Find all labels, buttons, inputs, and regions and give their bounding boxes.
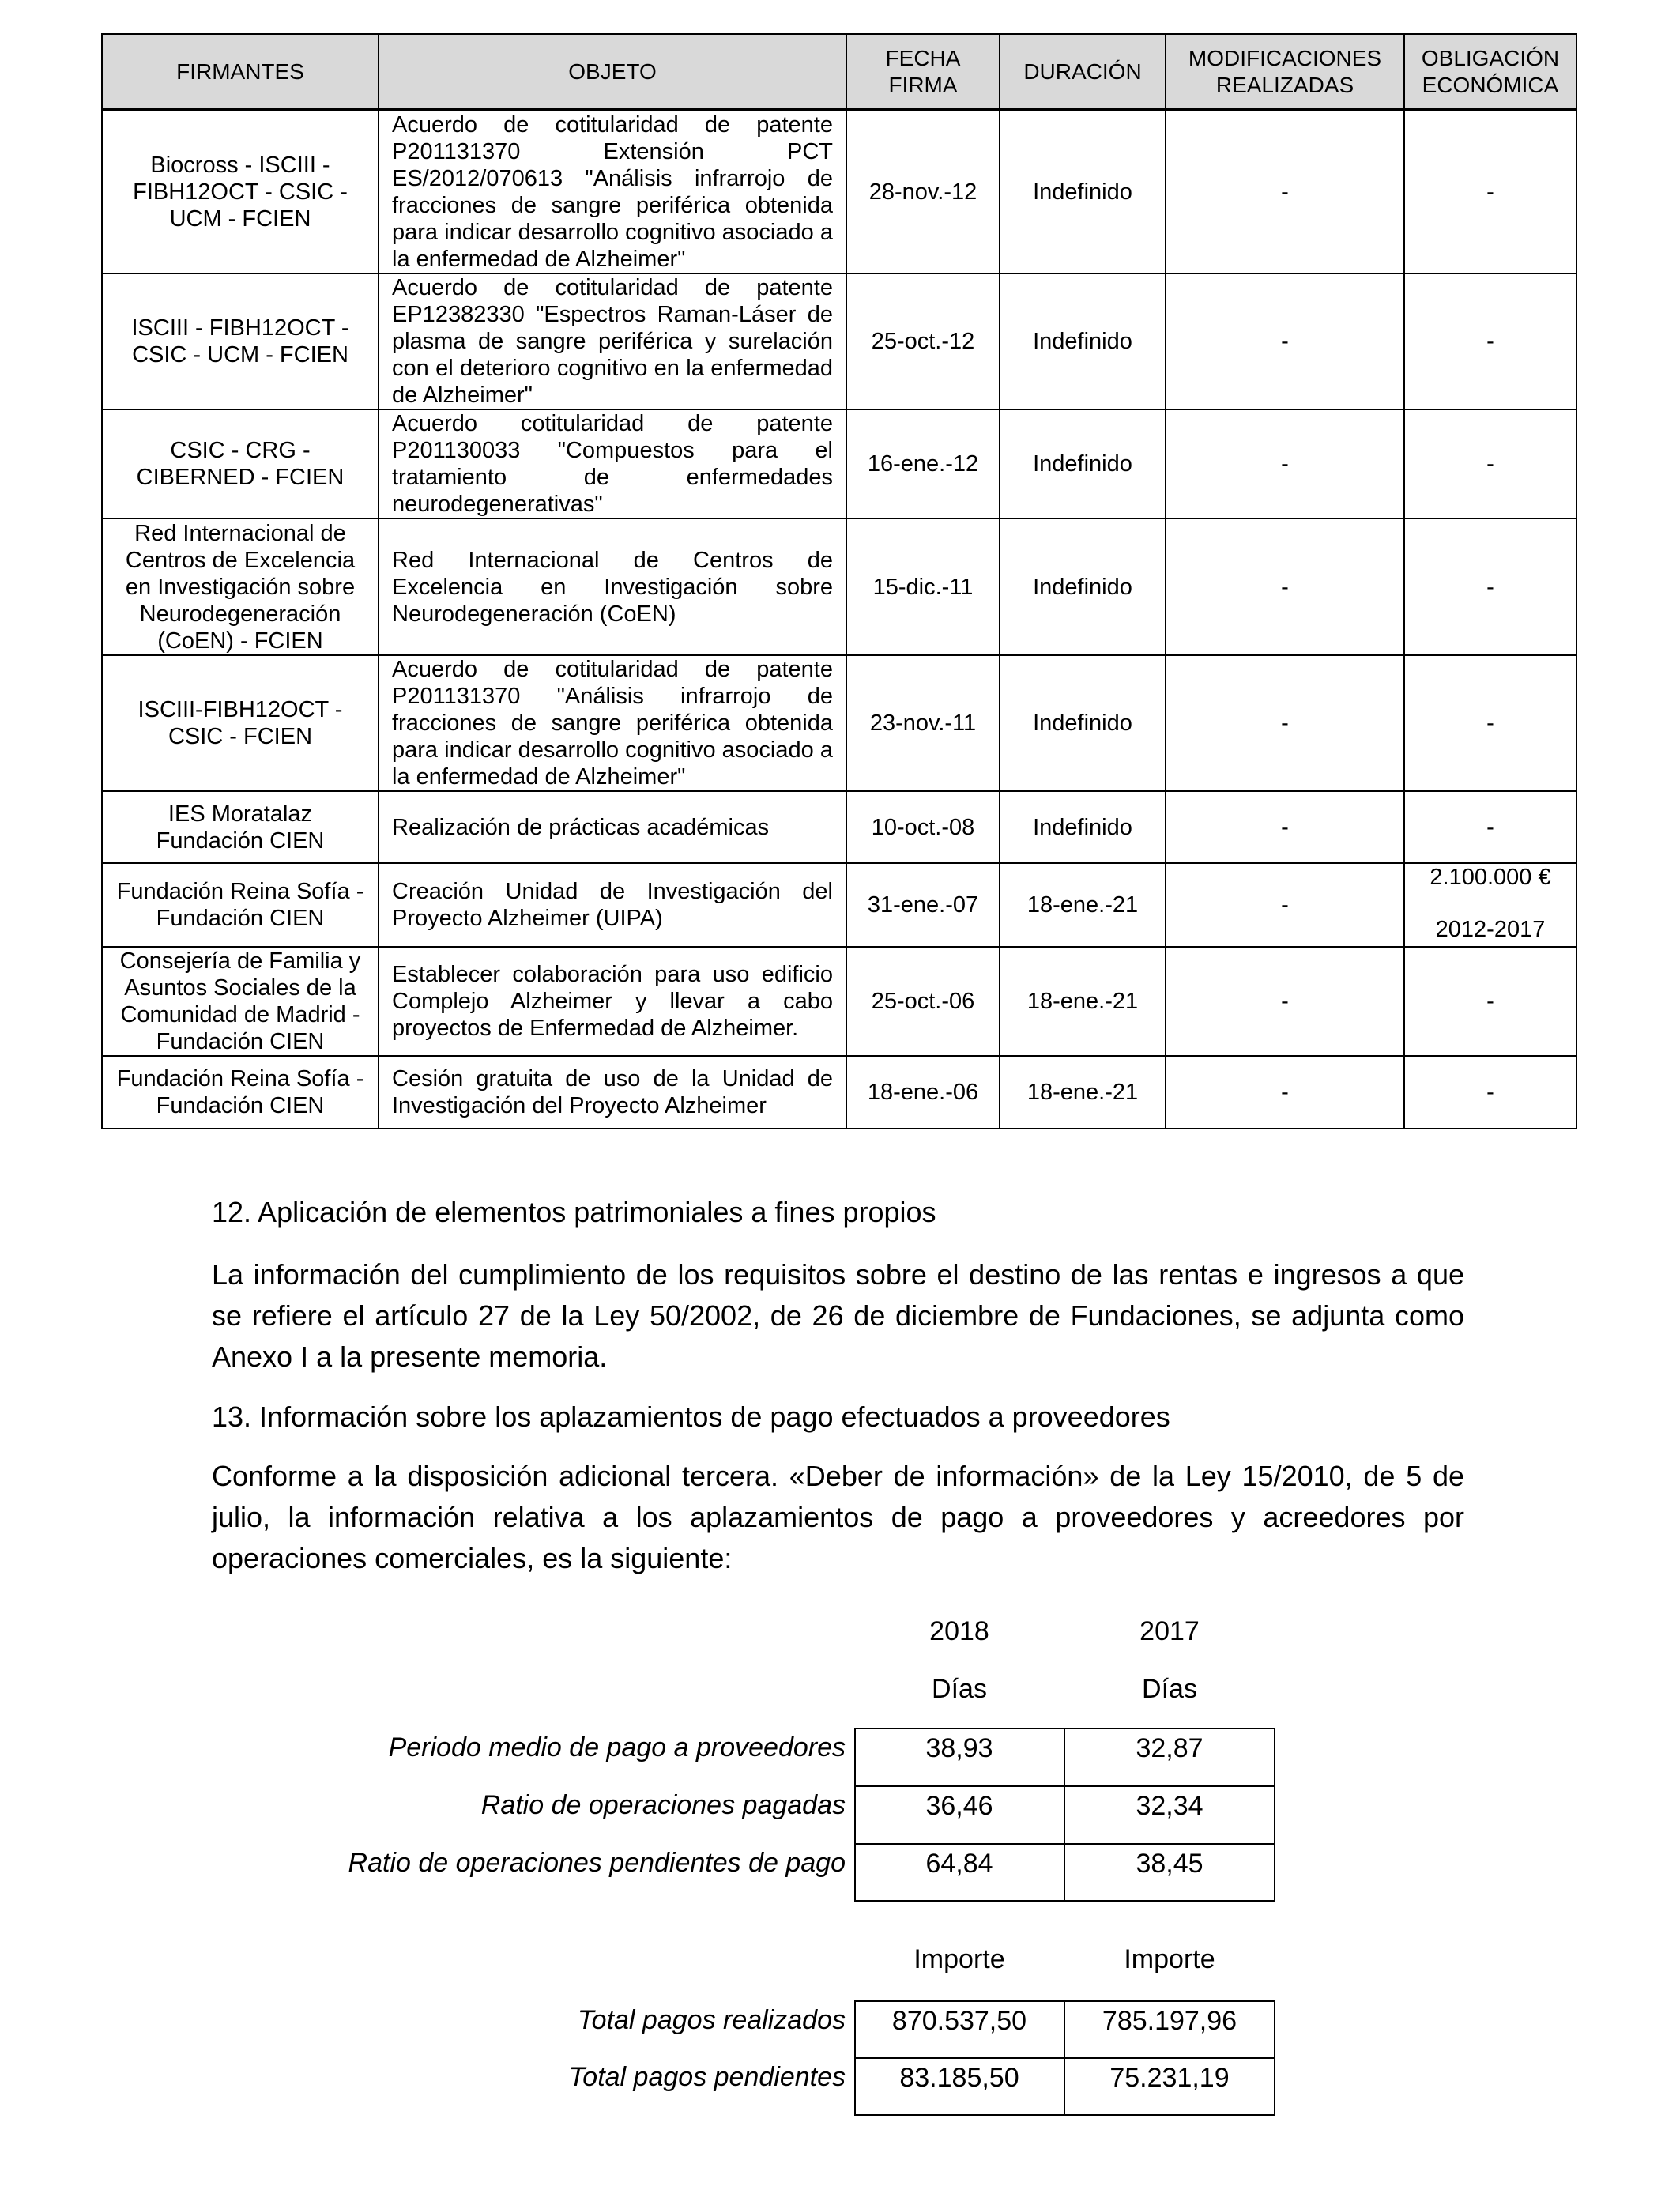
cell-duracion: 18-ene.-21	[1000, 1056, 1166, 1129]
obligacion-amount: 2.100.000 €	[1430, 865, 1551, 890]
header-oblig-l1: OBLIGACIÓN	[1421, 45, 1560, 70]
cell-obligacion	[1404, 863, 1576, 947]
cell-duracion: 18-ene.-21	[1000, 947, 1166, 1056]
header-modificaciones	[1166, 34, 1404, 110]
cell-duracion: Indefinido	[1000, 273, 1166, 409]
cell-obligacion: -	[1404, 518, 1576, 655]
value-ratio-pagadas-2018: 36,46	[925, 1791, 993, 1821]
cell-objeto: Acuerdo de cotitularidad de patente P201131370 Extensión PCT ES/2012/070613 "Análisis infrarrojo de fracciones de sangre periférica obtenida para indicar desarrollo cognitivo asociado a la enfermedad de Alzheimer"	[379, 110, 846, 273]
header-fecha-firma	[846, 34, 1000, 110]
header-fecha-l1: FECHA	[885, 45, 961, 70]
cell-modificaciones: -	[1166, 518, 1404, 655]
cell-obligacion: -	[1404, 110, 1576, 273]
section-12-paragraph: La información del cumplimiento de los requisitos sobre el destino de las rentas e ingresos a que se refiere el artículo 27 de la Ley 50/2002, de 26 de diciembre de Fundaciones, se adjunta como Anexo I a la presente memoria.	[212, 1258, 1464, 1373]
cell-obligacion: -	[1404, 409, 1576, 518]
value-total-pendientes-2018: 83.185,50	[899, 2063, 1019, 2093]
cell-firmantes: ISCIII-FIBH12OCT - CSIC - FCIEN	[102, 655, 379, 791]
cell-modificaciones: -	[1166, 409, 1404, 518]
cell-fecha: 28-nov.-12	[846, 110, 1000, 273]
cell-fecha: 23-nov.-11	[846, 655, 1000, 791]
table-row	[102, 791, 1576, 863]
cell-objeto: Cesión gratuita de uso de la Unidad de Investigación del Proyecto Alzheimer	[379, 1056, 846, 1129]
section-12-title	[212, 1192, 1464, 1233]
cell-obligacion: -	[1404, 273, 1576, 409]
cell-fecha: 18-ene.-06	[846, 1056, 1000, 1129]
value-ratio-pendientes-2017: 38,45	[1136, 1849, 1203, 1879]
cell-modificaciones: -	[1166, 110, 1404, 273]
cell-modificaciones: -	[1166, 791, 1404, 863]
cell-duracion: Indefinido	[1000, 409, 1166, 518]
year-header-2017: 2017	[1139, 1616, 1200, 1646]
header-duracion: DURACIÓN	[1000, 34, 1166, 110]
header-objeto: OBJETO	[379, 34, 846, 110]
cell-objeto: Acuerdo cotitularidad de patente P201130033 "Compuestos para el tratamiento de enfermedades neurodegenerativas"	[379, 409, 846, 518]
cell-fecha: 25-oct.-06	[846, 947, 1000, 1056]
cell-fecha: 16-ene.-12	[846, 409, 1000, 518]
cell-firmantes: CSIC - CRG - CIBERNED - FCIEN	[102, 409, 379, 518]
cell-obligacion: -	[1404, 791, 1576, 863]
unit-header-days-2017: Días	[1142, 1674, 1197, 1704]
row-label-total-pendientes: Total pagos pendientes	[568, 2062, 846, 2092]
cell-duracion: Indefinido	[1000, 518, 1166, 655]
cell-objeto: Realización de prácticas académicas	[379, 791, 846, 863]
cell-obligacion: -	[1404, 947, 1576, 1056]
obligacion-period: 2012-2017	[1435, 917, 1546, 942]
table-row	[102, 655, 1576, 791]
cell-duracion: 18-ene.-21	[1000, 863, 1166, 947]
cell-duracion: Indefinido	[1000, 110, 1166, 273]
value-ratio-pagadas-2017: 32,34	[1136, 1791, 1203, 1821]
table-row	[102, 110, 1576, 273]
cell-firmantes: Consejería de Familia y Asuntos Sociales de la Comunidad de Madrid - Fundación CIEN	[102, 947, 379, 1056]
cell-firmantes: Fundación Reina Sofía - Fundación CIEN	[102, 1056, 379, 1129]
cell-fecha: 15-dic.-11	[846, 518, 1000, 655]
cell-modificaciones: -	[1166, 863, 1404, 947]
value-total-realizados-2018: 870.537,50	[891, 2006, 1027, 2036]
cell-firmantes: IES Moratalaz Fundación CIEN	[102, 791, 379, 863]
cell-objeto: Red Internacional de Centros de Excelencia en Investigación sobre Neurodegeneración (CoEN)	[379, 518, 846, 655]
unit-header-days-2018: Días	[932, 1674, 987, 1704]
cell-modificaciones: -	[1166, 1056, 1404, 1129]
cell-modificaciones: -	[1166, 273, 1404, 409]
cell-modificaciones: -	[1166, 947, 1404, 1056]
table-row	[102, 518, 1576, 655]
cell-obligacion: -	[1404, 655, 1576, 791]
cell-modificaciones: -	[1166, 655, 1404, 791]
cell-firmantes: Red Internacional de Centros de Excelencia en Investigación sobre Neurodegeneración (CoEN) - FCIEN	[102, 518, 379, 655]
cell-duracion: Indefinido	[1000, 791, 1166, 863]
cell-fecha: 25-oct.-12	[846, 273, 1000, 409]
section-13-body	[212, 1456, 1464, 1579]
row-label-ratio-pagadas: Ratio de operaciones pagadas	[480, 1790, 846, 1820]
unit-header-importe-2018: Importe	[913, 1944, 1005, 1974]
cell-firmantes: Fundación Reina Sofía - Fundación CIEN	[102, 863, 379, 947]
section-13-heading: 13. Información sobre los aplazamientos de pago efectuados a proveedores	[212, 1400, 1170, 1433]
cell-fecha: 31-ene.-07	[846, 863, 1000, 947]
cell-firmantes: ISCIII - FIBH12OCT - CSIC - UCM - FCIEN	[102, 273, 379, 409]
value-ratio-pendientes-2018: 64,84	[925, 1849, 993, 1879]
header-obligacion	[1404, 34, 1576, 110]
agreements-table	[101, 33, 1577, 1129]
header-firmantes: FIRMANTES	[102, 34, 379, 110]
header-modif-l1: MODIFICACIONES	[1188, 45, 1382, 70]
cell-fecha: 10-oct.-08	[846, 791, 1000, 863]
year-header-2018: 2018	[929, 1616, 989, 1646]
cell-firmantes: Biocross - ISCIII - FIBH12OCT - CSIC - UCM - FCIEN	[102, 110, 379, 273]
cell-objeto: Establecer colaboración para uso edificio Complejo Alzheimer y llevar a cabo proyectos de Enfermedad de Alzheimer.	[379, 947, 846, 1056]
section-12-body	[212, 1254, 1464, 1378]
cell-objeto: Acuerdo de cotitularidad de patente P201131370 "Análisis infrarrojo de fracciones de sangre periférica obtenida para indicar desarrollo cognitivo asociado a la enfermedad de Alzheimer"	[379, 655, 846, 791]
value-total-pendientes-2017: 75.231,19	[1109, 2063, 1230, 2093]
table-row	[102, 273, 1576, 409]
table-row	[102, 1056, 1576, 1129]
header-oblig-l2: ECONÓMICA	[1422, 72, 1559, 97]
section-13-title	[212, 1397, 1464, 1438]
cell-objeto: Acuerdo de cotitularidad de patente EP12382330 "Espectros Raman-Láser de plasma de sangre periférica y surelación con el deterioro cognitivo en la enfermedad de Alzheimer"	[379, 273, 846, 409]
cell-duracion: Indefinido	[1000, 655, 1166, 791]
header-fecha-l2: FIRMA	[888, 72, 958, 97]
section-13-paragraph: Conforme a la disposición adicional tercera. «Deber de información» de la Ley 15/2010, de 5 de julio, la información relativa a los aplazamientos de pago a proveedores y acreedores por operaciones comerciales, es la siguiente:	[212, 1460, 1464, 1574]
table-header-row	[102, 34, 1576, 110]
row-label-total-realizados: Total pagos realizados	[578, 2005, 846, 2035]
cell-objeto: Creación Unidad de Investigación del Proyecto Alzheimer (UIPA)	[379, 863, 846, 947]
value-periodo-medio-2018: 38,93	[925, 1733, 993, 1763]
value-periodo-medio-2017: 32,87	[1136, 1733, 1203, 1763]
cell-obligacion: -	[1404, 1056, 1576, 1129]
row-label-ratio-pendientes: Ratio de operaciones pendientes de pago	[348, 1848, 846, 1878]
value-total-realizados-2017: 785.197,96	[1102, 2006, 1237, 2036]
unit-header-importe-2017: Importe	[1124, 1944, 1215, 1974]
table-row	[102, 947, 1576, 1056]
row-label-periodo-medio: Periodo medio de pago a proveedores	[388, 1732, 846, 1762]
table-row	[102, 409, 1576, 518]
table-row	[102, 863, 1576, 947]
header-modif-l2: REALIZADAS	[1215, 72, 1354, 97]
section-12-heading: 12. Aplicación de elementos patrimoniales a fines propios	[212, 1196, 936, 1228]
